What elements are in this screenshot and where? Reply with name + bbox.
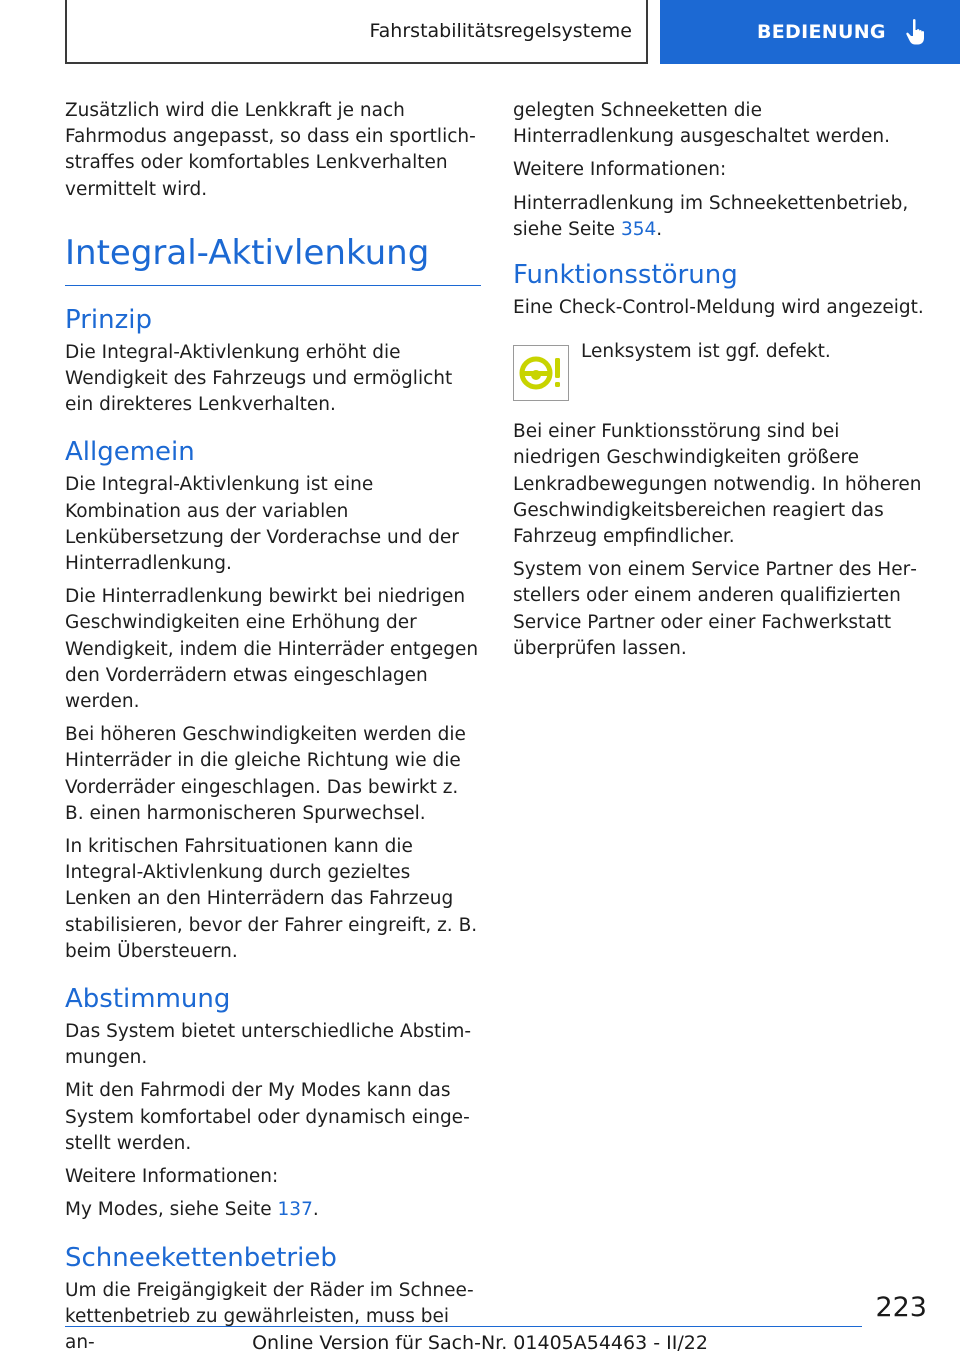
- check-control-message: [513, 339, 928, 401]
- subheading-allgemein: Allgemein: [65, 437, 195, 468]
- reference-text: My Modes, siehe Seite: [65, 1199, 278, 1221]
- stoerung-paragraph-1: Eine Check-Control-Meldung wird angezeigt.: [513, 297, 924, 319]
- stoerung-paragraph-2: Bei einer Funktionsstörung sind bei niedrigen Geschwindigkeiten größere Lenkradbewegungen notwendig. In höheren Geschwindigkeitsbereichen reagiert das Fahrzeug empfindlicher.: [513, 421, 922, 548]
- hand-pointer-icon: [904, 18, 930, 46]
- prinzip-paragraph: Die Integral-Aktivlenkung erhöht die Wendigkeit des Fahrzeugs und ermöglicht ein direkteres Lenkverhalten.: [65, 341, 453, 416]
- footer-divider: [65, 1326, 862, 1327]
- section-title: Fahrstabilitätsregelsysteme: [369, 20, 632, 42]
- chapter-label: BEDIENUNG: [757, 21, 886, 43]
- stoerung-paragraph-3: System von einem Service Partner des Herstellers oder einem anderen qualifizierten Service Partner oder einer Fachwerkstatt überprüfen lassen.: [513, 559, 917, 659]
- subheading-funktionsstoerung: Funktionsstörung: [513, 260, 738, 291]
- continuation-paragraph: gelegten Schneeketten die Hinterradlenkung ausgeschaltet werden.: [513, 100, 890, 148]
- right-column: [513, 98, 928, 669]
- continuation-info-label: Weitere Informationen:: [513, 159, 727, 181]
- subheading-prinzip: Prinzip: [65, 304, 152, 335]
- header-section-title-box: [65, 0, 648, 64]
- subheading-abstimmung: Abstimmung: [65, 984, 231, 1015]
- allgemein-paragraph-1: Die Integral-Aktivlenkung ist eine Kombination aus der variablen Lenkübersetzung der Vorderachse und der Hinterradlenkung.: [65, 474, 459, 575]
- abstimmung-paragraph-1: Das System bietet unterschiedliche Abstimmungen.: [65, 1021, 472, 1069]
- continuation-reference: Hinterradlenkung im Schneekettenbetrieb, siehe Seite 354.: [513, 192, 909, 240]
- chapter-tab[interactable]: [660, 0, 960, 64]
- footer-online-version: Online Version für Sach-Nr. 01405A54463 - II/22: [252, 1332, 708, 1354]
- abstimmung-paragraph-3: Weitere Informationen:: [65, 1166, 279, 1188]
- reference-text: Hinterradlenkung im Schneekettenbetrieb, siehe Seite: [513, 192, 909, 240]
- section-heading-integral-aktivlenkung: Integral-Aktivlenkung: [65, 233, 481, 286]
- allgemein-paragraph-2: Die Hinterradlenkung bewirkt bei niedrigen Geschwindigkeiten eine Erhöhung der Wendigkeit, indem die Hinterräder entgegen den Vorderrädern etwas eingeschlagen werden.: [65, 586, 479, 713]
- check-control-text: Lenksystem ist ggf. defekt.: [581, 341, 831, 363]
- page-number: 223: [875, 1292, 927, 1323]
- abstimmung-reference: My Modes, siehe Seite 137.: [65, 1199, 319, 1221]
- left-column: [65, 98, 481, 1363]
- abstimmung-paragraph-2: Mit den Fahrmodi der My Modes kann das System komfortabel oder dynamisch eingestellt werden.: [65, 1080, 470, 1154]
- steering-warning-icon-box: [513, 345, 569, 401]
- page-link-354[interactable]: 354: [620, 218, 657, 240]
- allgemein-paragraph-3: Bei höheren Geschwindigkeiten werden die Hinterräder in die gleiche Richtung wie die Vorderräder eingeschlagen. Das bewirkt z. B. einen harmonischeren Spurwechsel.: [65, 724, 466, 824]
- allgemein-paragraph-4: In kritischen Fahrsituationen kann die Integral-Aktivlenkung durch gezieltes Lenken an den Hinterrädern das Fahrzeug stabilisieren, bevor der Fahrer eingreift, z. B. beim Übersteuern.: [65, 836, 478, 962]
- steering-warning-icon: [518, 353, 564, 393]
- subheading-schneekettenbetrieb: Schneekettenbetrieb: [65, 1242, 337, 1273]
- intro-paragraph: Zusätzlich wird die Lenkkraft je nach Fahrmodus angepasst, so dass ein sportlich-straffes oder komfortables Lenkverhalten vermittelt wird.: [65, 100, 476, 200]
- schneekettenbetrieb-paragraph: Um die Freigängigkeit der Räder im Schneekettenbetrieb zu gewährleisten, muss bei an-: [65, 1279, 474, 1353]
- page-link-137[interactable]: 137: [277, 1199, 313, 1221]
